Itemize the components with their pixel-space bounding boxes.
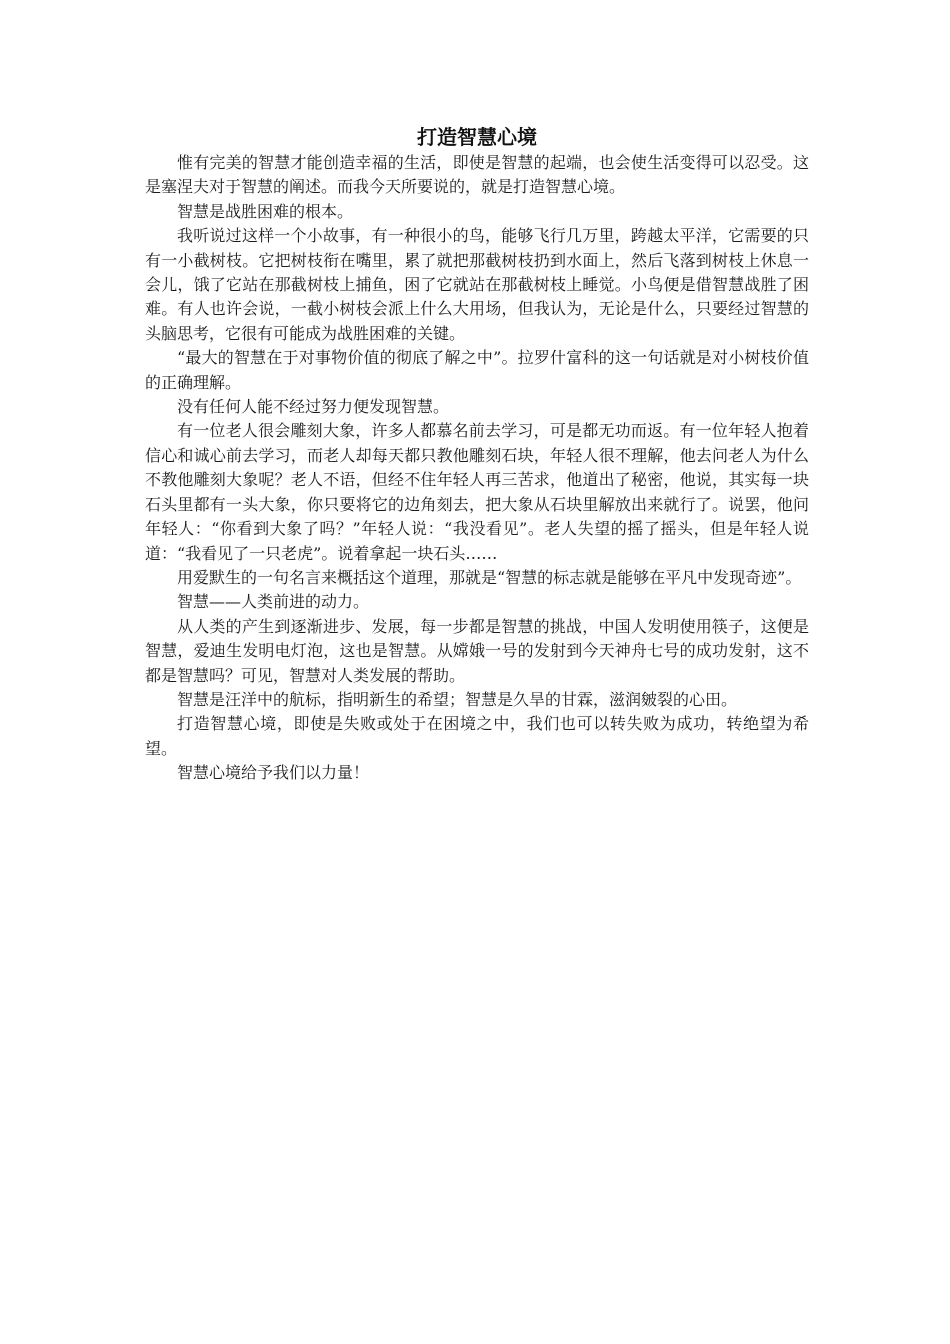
paragraph-1: 惟有完美的智慧才能创造幸福的生活，即使是智慧的起端，也会使生活变得可以忍受。这是塞涅夫对于智慧的阐述。而我今天所要说的，就是打造智慧心境。 xyxy=(145,153,809,197)
paragraph-6: 有一位老人很会雕刻大象，许多人都慕名前去学习，可是都无功而返。有一位年轻人抱着信心和诚心前去学习，而老人却每天都只教他雕刻石块，年轻人很不理解，他去问老人为什么不教他雕刻大象呢？老人不语，但经不住年轻人再三苦求，他道出了秘密，他说，其实每一块石头里都有一头大象，你只要将它的边角刻去，把大象从石块里解放出来就行了。说罢，他问年轻人：“你看到大象了吗？”年轻人说：“我没看见”。老人失望的摇了摇头，但是年轻人说道：“我看见了一只老虎”。说着拿起一块石头…… xyxy=(145,421,809,563)
paragraph-3: 我听说过这样一个小故事，有一种很小的鸟，能够飞行几万里，跨越太平洋，它需要的只有一小截树枝。它把树枝衔在嘴里，累了就把那截树枝扔到水面上，然后飞落到树枝上休息一会儿，饿了它站在那截树枝上捕鱼，困了它就站在那截树枝上睡觉。小鸟便是借智慧战胜了困难。有人也许会说，一截小树枝会派上什么大用场，但我认为，无论是什么，只要经过智慧的头脑思考，它很有可能成为战胜困难的关键。 xyxy=(145,226,809,343)
paragraph-9: 从人类的产生到逐渐进步、发展，每一步都是智慧的挑战，中国人发明使用筷子，这便是智慧，爱迪生发明电灯泡，这也是智慧。从嫦娥一号的发射到今天神舟七号的成功发射，这不都是智慧吗？可见，智慧对人类发展的帮助。 xyxy=(145,616,809,685)
paragraph-10: 智慧是汪洋中的航标，指明新生的希望；智慧是久旱的甘霖，滋润皴裂的心田。 xyxy=(177,689,738,709)
paragraph-11: 打造智慧心境，即使是失败或处于在困境之中，我们也可以转失败为成功，转绝望为希望。 xyxy=(145,714,809,758)
paragraph-12: 智慧心境给予我们以力量！ xyxy=(177,763,370,783)
document-title: 打造智慧心境 xyxy=(417,125,537,149)
paragraph-2: 智慧是战胜困难的根本。 xyxy=(177,201,354,221)
paragraph-5: 没有任何人能不经过努力便发现智慧。 xyxy=(177,397,450,417)
paragraph-4: “最大的智慧在于对事物价值的彻底了解之中”。拉罗什富科的这一句话就是对小树枝价值的正确理解。 xyxy=(145,348,809,392)
paragraph-7: 用爱默生的一句名言来概括这个道理，那就是“智慧的标志就是能够在平凡中发现奇迹”。 xyxy=(177,567,802,587)
paragraph-8: 智慧——人类前进的动力。 xyxy=(177,592,370,612)
document-body xyxy=(145,123,809,786)
